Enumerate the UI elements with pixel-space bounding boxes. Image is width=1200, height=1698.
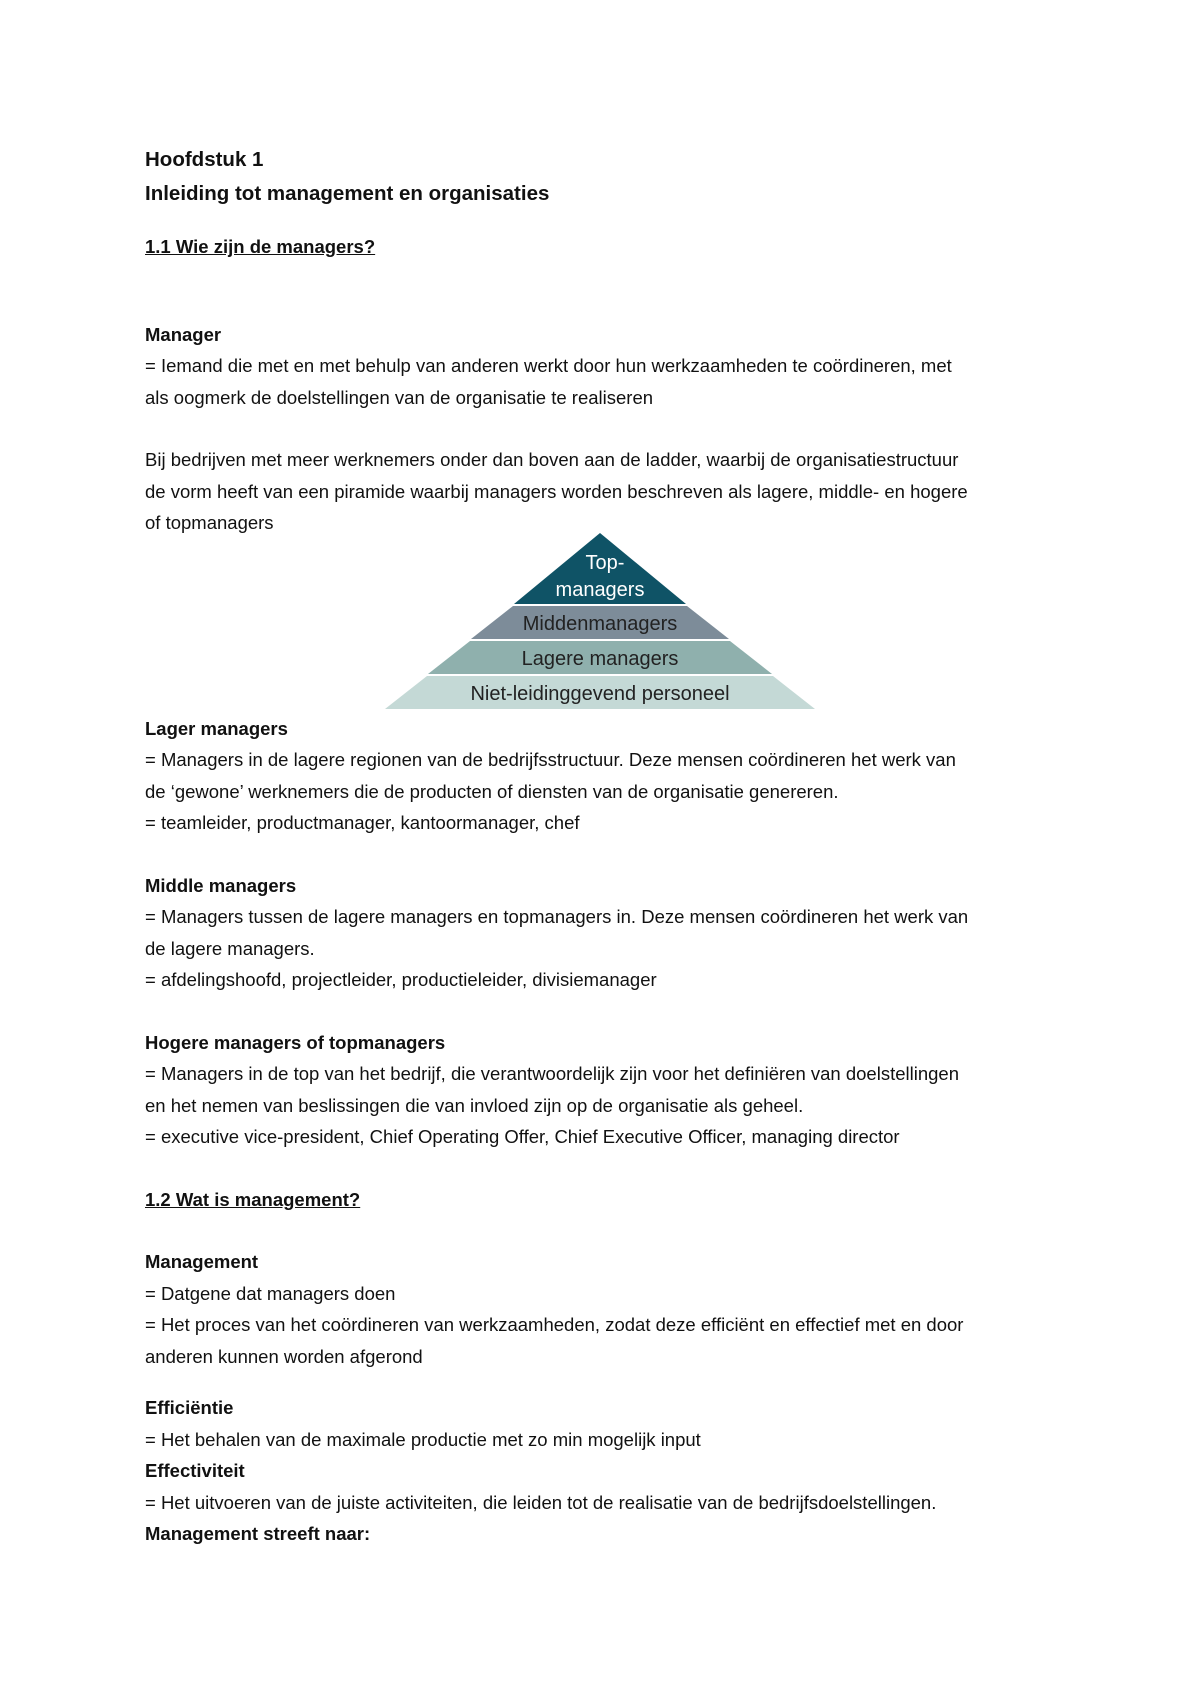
term-management: Management	[145, 1251, 259, 1272]
spacer	[145, 1215, 1065, 1246]
term-manager: Manager	[145, 323, 222, 345]
pyramid-label-lower: Lagere managers	[521, 647, 679, 670]
manager-pyramid-figure	[145, 533, 1065, 711]
term-effectiveness: Effectiviteit	[145, 1460, 245, 1481]
pyramid-diagram	[365, 533, 835, 711]
definition-line: = Het uitvoeren van de juiste activiteiten, die leiden tot de realisatie van de bedrijfsdoelstellingen.	[145, 1491, 937, 1513]
paragraph-line: de vorm heeft van een piramide waarbij managers worden beschreven als lagere, middle- en hogere	[145, 480, 968, 502]
definition-line: de lagere managers.	[145, 937, 315, 959]
definition-line: = Het behalen van de maximale productie met zo min mogelijk input	[145, 1428, 701, 1450]
definition-line: als oogmerk de doelstellingen van de organisatie te realiseren	[145, 386, 654, 408]
pyramid-label-middle: Middenmanagers	[522, 612, 678, 635]
definition-line: en het nemen van beslissingen die van invloed zijn op de organisatie als geheel.	[145, 1094, 804, 1116]
spacer	[145, 1153, 1065, 1184]
definition-line: = Datgene dat managers doen	[145, 1282, 396, 1304]
term-middle-managers: Middle managers	[145, 874, 297, 896]
definition-line: = Managers tussen de lagere managers en topmanagers in. Deze mensen coördineren het werk van	[145, 906, 969, 927]
examples-line: = afdelingshoofd, projectleider, productieleider, divisiemanager	[145, 969, 657, 990]
chapter-label: Hoofdstuk 1	[145, 148, 264, 171]
definition-line: = Iemand die met en met behulp van anderen werkt door hun werkzaamheden te coördineren, met	[145, 355, 952, 376]
definition-line: = Managers in de top van het bedrijf, die verantwoordelijk zijn voor het definiëren van doelstellingen	[145, 1063, 959, 1084]
spacer	[145, 839, 1065, 870]
closing-heading: Management streeft naar:	[145, 1523, 371, 1544]
definition-line: = Het proces van het coördineren van werkzaamheden, zodat deze efficiënt en effectief met en door	[145, 1314, 964, 1335]
pyramid-label-base: Niet-leidinggevend personeel	[470, 682, 730, 705]
definition-line: = Managers in de lagere regionen van de bedrijfsstructuur. Deze mensen coördineren het werk van	[145, 749, 956, 770]
pyramid-label-top-2: managers	[555, 578, 645, 601]
examples-line: = teamleider, productmanager, kantoormanager, chef	[145, 812, 580, 833]
section-heading-1-1: 1.1 Wie zijn de managers?	[145, 236, 376, 257]
spacer	[145, 1372, 1065, 1392]
term-top-managers: Hogere managers of topmanagers	[145, 1031, 446, 1053]
term-efficiency: Efficiëntie	[145, 1397, 234, 1418]
spacer	[145, 996, 1065, 1027]
paragraph-line: Bij bedrijven met meer werknemers onder dan boven aan de ladder, waarbij de organisatiestructuur	[145, 449, 959, 470]
definition-line: de ‘gewone’ werknemers die de producten of diensten van de organisatie genereren.	[145, 780, 839, 802]
paragraph-line: of topmanagers	[145, 512, 274, 533]
chapter-title: Inleiding tot management en organisaties	[145, 182, 550, 205]
definition-line: anderen kunnen worden afgerond	[145, 1345, 423, 1367]
section-heading-1-2: 1.2 Wat is management?	[145, 1188, 361, 1210]
term-lower-managers: Lager managers	[145, 717, 288, 739]
pyramid-label-top-1: Top-	[585, 551, 625, 574]
examples-line: = executive vice-president, Chief Operating Offer, Chief Executive Officer, managing director	[145, 1126, 900, 1147]
document-page	[145, 143, 1065, 1550]
spacer	[145, 413, 1065, 444]
spacer	[145, 263, 1065, 319]
spacer	[145, 211, 1065, 231]
